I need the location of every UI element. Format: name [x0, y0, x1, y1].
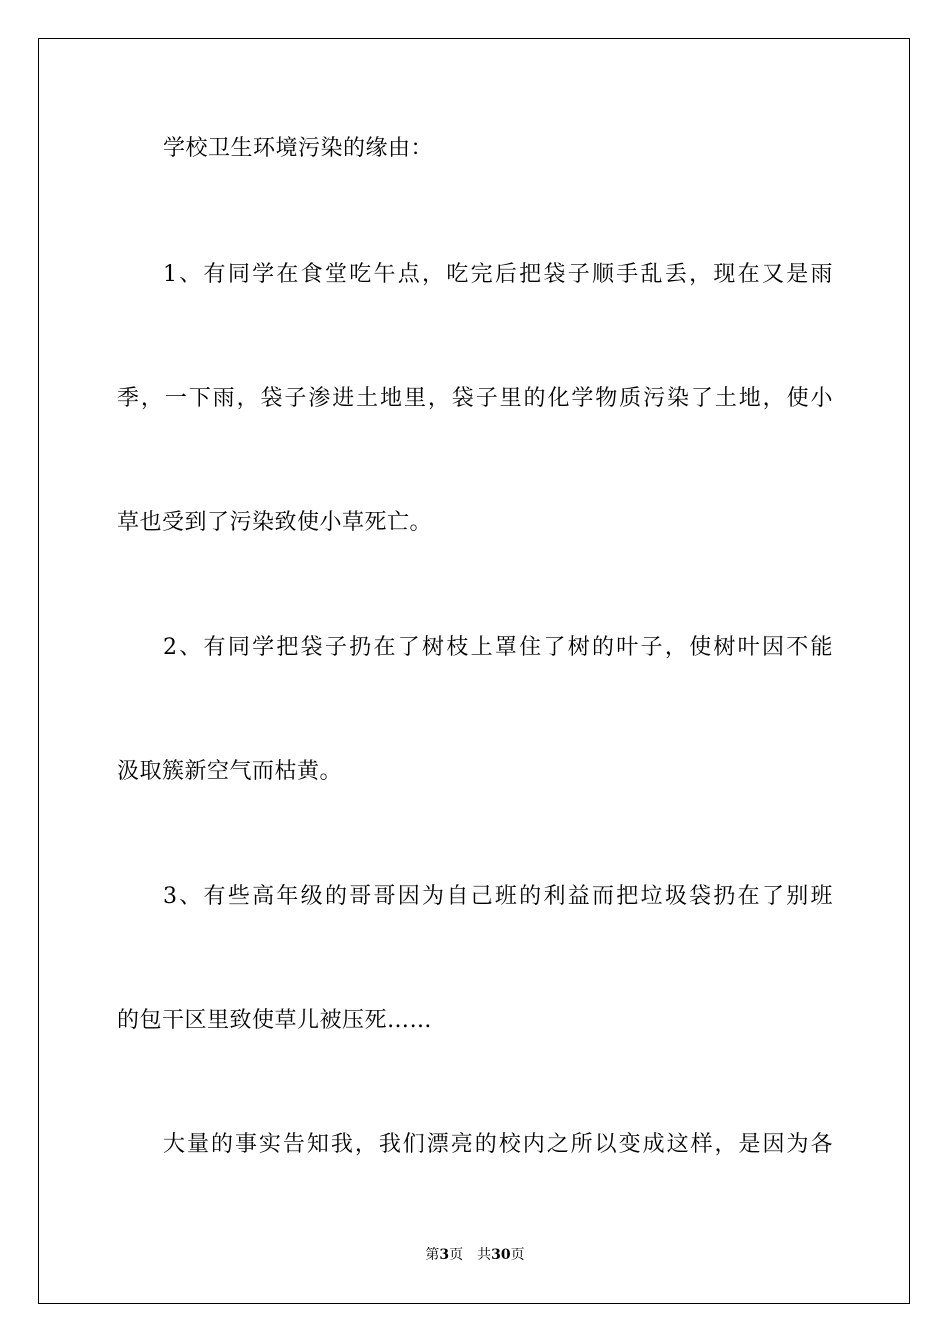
total-suffix: 页 [510, 1247, 525, 1263]
paragraph-1-line-3: 草也受到了污染致使小草死亡。 [117, 510, 433, 535]
page-prefix: 第 [425, 1247, 440, 1263]
total-prefix: 共 [477, 1247, 492, 1263]
paragraph-3-line-2: 的包干区里致使草儿被压死…… [117, 1008, 433, 1033]
paragraph-1-line-1: 1、有同学在食堂吃午点，吃完后把袋子顺手乱丢，现在又是雨 [163, 262, 833, 287]
page-footer [0, 1246, 950, 1264]
paragraph-3-line-1: 3、有些高年级的哥哥因为自己班的利益而把垃圾袋扔在了别班 [163, 884, 833, 909]
page-total: 30 [491, 1247, 511, 1263]
page-current: 3 [439, 1247, 450, 1263]
paragraph-heading: 学校卫生环境污染的缘由： [163, 136, 434, 161]
paragraph-4-line-1: 大量的事实告知我，我们漂亮的校内之所以变成这样，是因为各 [163, 1132, 833, 1157]
paragraph-2-line-1: 2、有同学把袋子扔在了树枝上罩住了树的叶子，使树叶因不能 [163, 635, 833, 660]
paragraph-1-line-2: 季，一下雨，袋子渗进土地里，袋子里的化学物质污染了土地，使小 [117, 386, 833, 411]
page-border [38, 38, 910, 1304]
paragraph-2-line-2: 汲取簇新空气而枯黄。 [117, 759, 343, 784]
page-suffix: 页 [449, 1247, 464, 1263]
